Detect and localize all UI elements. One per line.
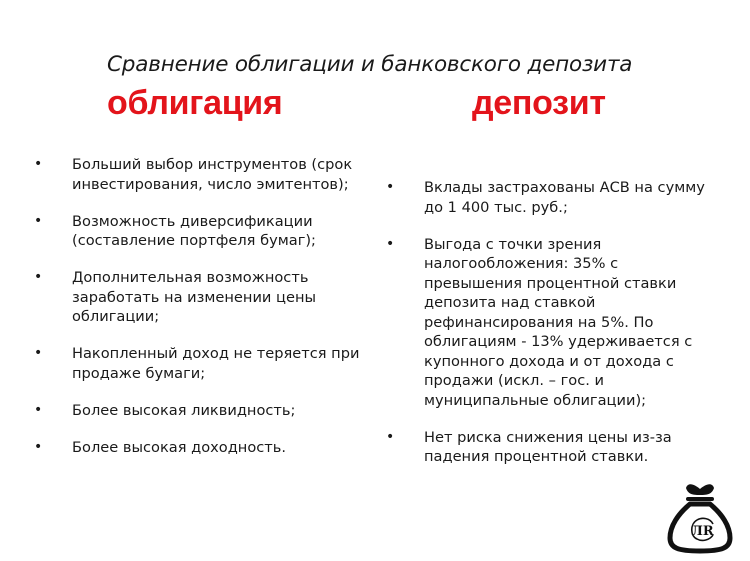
bullet-icon: • xyxy=(386,235,395,252)
list-item xyxy=(386,178,716,217)
list-item-text: Выгода с точки зрения налогообложения: 35% с превышения процентной ставки депозита над ставкой рефинансирования на 5%. По облигациям - 13% удерживается с купонного дохода и от дохода с продажи (искл. – гос. и муниципальные облигации); xyxy=(424,235,693,409)
heading-deposit: депозит xyxy=(472,84,606,122)
list-item-text: Больший выбор инструментов (срок инвестирования, число эмитентов); xyxy=(72,156,353,193)
list-item-text: Нет риска снижения цены из-за падения процентной ставки. xyxy=(424,428,672,465)
list-item-text: Возможность диверсификации (составление портфеля бумаг); xyxy=(72,212,316,249)
list-item xyxy=(34,401,364,421)
bullet-icon: • xyxy=(34,212,43,229)
bond-advantages-list xyxy=(34,155,364,475)
list-item-text: Вклады застрахованы АСВ на сумму до 1 400 тыс. руб.; xyxy=(424,179,705,216)
list-item xyxy=(34,155,364,194)
bullet-icon: • xyxy=(34,345,43,361)
slide-title: Сравнение облигации и банковского депозита xyxy=(107,52,633,77)
list-item xyxy=(34,344,364,383)
bullet-icon: • xyxy=(386,179,395,195)
heading-bond: облигация xyxy=(107,84,283,122)
deposit-advantages-list xyxy=(386,178,716,484)
list-item xyxy=(386,428,716,467)
list-item-text: Более высокая доходность. xyxy=(72,438,287,456)
list-item xyxy=(34,268,364,327)
list-item xyxy=(386,235,716,411)
bullet-icon: • xyxy=(386,428,395,445)
bullet-icon: • xyxy=(34,269,43,285)
list-item xyxy=(34,212,364,251)
list-item-text: Дополнительная возможность заработать на изменении цены облигации; xyxy=(72,269,317,325)
svg-text:ЛR: ЛR xyxy=(691,524,714,539)
list-item-text: Накопленный доход не теряется при продаже бумаги; xyxy=(72,345,360,382)
bullet-icon: • xyxy=(34,401,43,418)
list-item-text: Более высокая ликвидность; xyxy=(72,401,296,419)
bullet-icon: • xyxy=(34,438,43,455)
list-item xyxy=(34,438,364,458)
bullet-icon: • xyxy=(34,156,43,172)
money-bag-icon xyxy=(664,480,736,554)
